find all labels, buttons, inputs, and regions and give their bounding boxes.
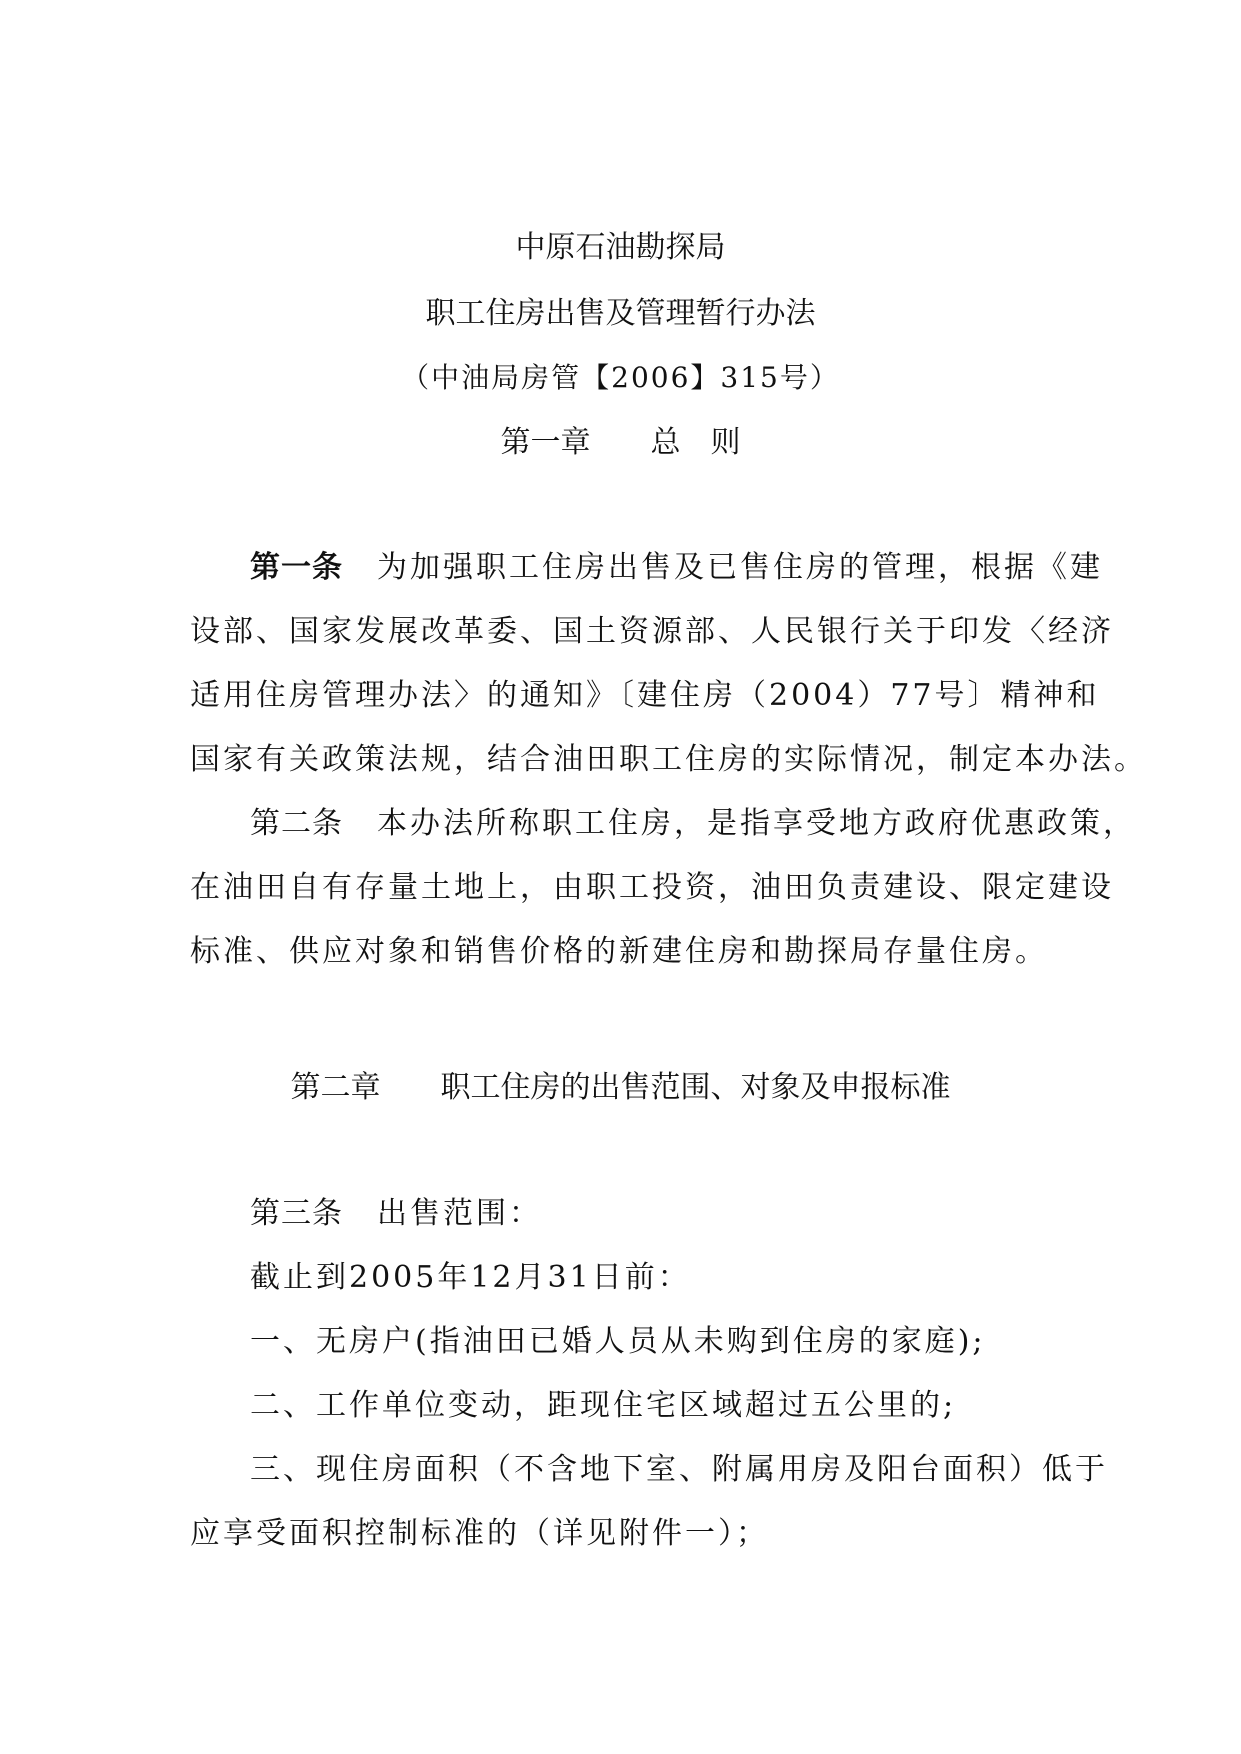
chapter2-title: 职工住房的出售范围、对象及申报标准: [440, 1070, 951, 1105]
document-number: （中油局房管【2006】315号）: [401, 361, 840, 394]
article1-first-line: [250, 548, 1130, 588]
document-title-line1: 中原石油勘探局: [515, 230, 726, 265]
chapter2-heading: [0, 1068, 1241, 1108]
document-title-line2: 职工住房出售及管理暂行办法: [425, 296, 816, 331]
article1-label: 第一条: [250, 550, 343, 585]
chapter1-title-b: 则: [710, 425, 741, 460]
article3-first-line: [250, 1194, 1130, 1234]
article2-text-2: 在油田自有存量土地上，由职工投资，油田负责建设、限定建设: [190, 870, 1114, 905]
article3-label: 第三条: [250, 1196, 343, 1231]
article3-text-1: 出售范围：: [377, 1196, 542, 1231]
chapter1-heading: [0, 423, 1241, 463]
article1-text-4: 国家有关政策法规，结合油田职工住房的实际情况，制定本办法。: [190, 742, 1147, 777]
chapter1-title-a: 总: [650, 425, 681, 460]
article1-text-3: 适用住房管理办法〉的通知》〔建住房（2004）77号〕精神和: [190, 678, 1100, 713]
article2-label: 第二条: [250, 806, 343, 841]
article3-item2: 二、工作单位变动，距现住宅区域超过五公里的;: [250, 1388, 957, 1423]
article2-text-1: 本办法所称职工住房，是指享受地方政府优惠政策，: [377, 806, 1136, 841]
article1-text-2: 设部、国家发展改革委、国土资源部、人民银行关于印发〈经济: [190, 614, 1114, 649]
article2-first-line: [250, 804, 1136, 844]
chapter2-label: 第二章: [290, 1070, 381, 1105]
article3-item3-line2: 应享受面积控制标准的（详见附件一）；: [190, 1516, 769, 1551]
article3-item1: 一、无房户(指油田已婚人员从未购到住房的家庭);: [250, 1324, 986, 1359]
article1-text-1: 为加强职工住房出售及已售住房的管理，根据《建: [377, 550, 1103, 585]
chapter1-label: 第一章: [500, 425, 591, 460]
article3-item3-line1: 三、现住房面积（不含地下室、附属用房及阳台面积）低于: [250, 1452, 1108, 1487]
article2-text-3: 标准、供应对象和销售价格的新建住房和勘探局存量住房。: [190, 934, 1048, 969]
article3-cutoff: 截止到2005年12月31日前：: [250, 1260, 691, 1295]
